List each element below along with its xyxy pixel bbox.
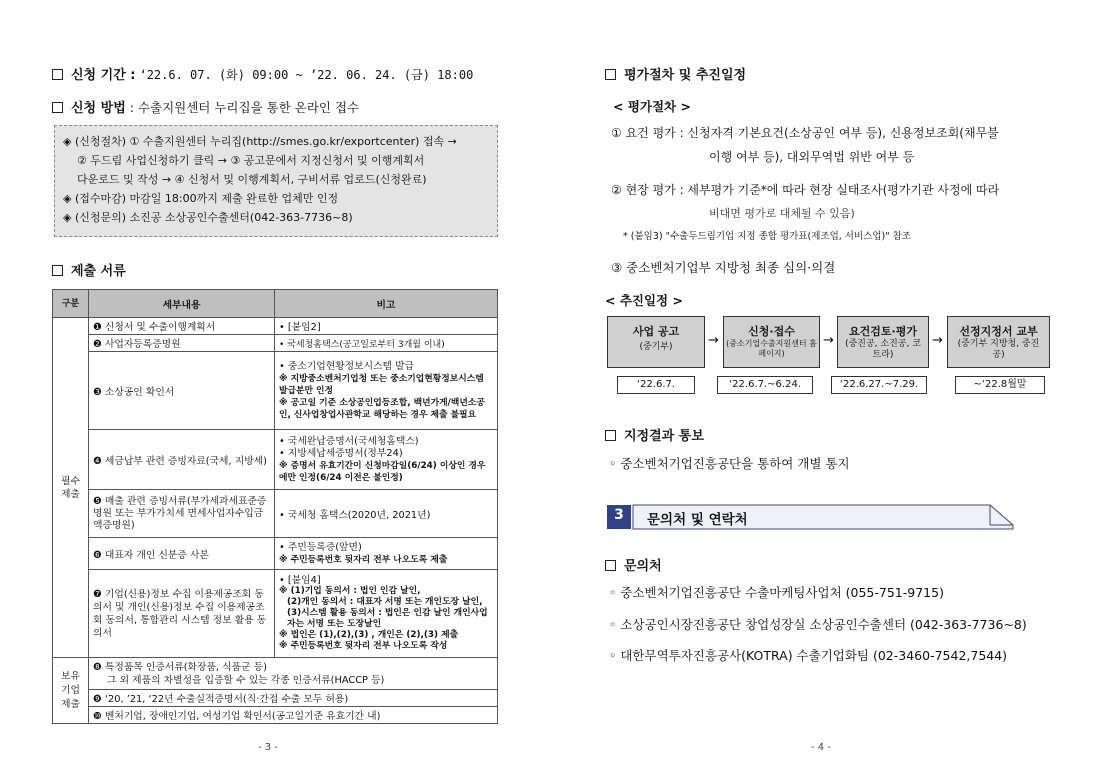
row-item-text: 그 외 제품의 차별성을 입증할 수 있는 각종 인증서류(HACCP 등) — [107, 674, 385, 686]
procedure-box — [54, 125, 498, 237]
square-bullet-icon — [605, 69, 616, 80]
box-line: ◈ (신청문의) 소진공 소상공인수출센터(042-363-7736~8) — [63, 211, 353, 224]
eval-heading — [605, 64, 746, 83]
flow-date: ‘22.6.7.~6.24. — [717, 376, 813, 394]
note-line: ※ 주민등록번호 뒷자리 전부 나오도록 제출 — [279, 554, 448, 565]
row-item: ❸ 소상공인 확인서 — [89, 352, 275, 430]
flow-step-4 — [947, 316, 1050, 368]
row-note: • 국세청 홈택스(2020년, 2021년) — [275, 490, 498, 538]
flow-sub: (중기부) — [639, 342, 673, 352]
method-label: 신청 방법 — [71, 101, 126, 116]
row-item: ❹ 세금납부 관련 증빙자료(국세, 지방세) — [89, 430, 275, 490]
table-row — [53, 430, 498, 490]
docs-title: 제출 서류 — [71, 264, 126, 279]
note-line: (2)개인 동의서 : 대표자 서명 또는 개인도장 날인, — [287, 597, 483, 607]
flow-sub: (중기부 지방청, 중진공) — [957, 339, 1040, 360]
arrow-right-icon: → — [708, 333, 719, 348]
application-period — [52, 64, 473, 83]
row-item: ❺ 매출 관련 증빙서류(부가세과세표준증명원 또는 부가가치세 면세사업자수입금액증명원) — [89, 490, 275, 538]
row-item: ❶ 신청서 및 수출이행계획서 — [89, 318, 275, 335]
note-line: ※ 증명서 유효기간이 신청마감일(6/24) 이상인 경우에만 인정(6/24 이전은 불인정) — [279, 460, 486, 483]
group-optional: 보유 기업 제출 — [53, 658, 89, 724]
row-item: ❾ ‘20, ’21, ‘22년 수출실적증명서(직·간접 수출 모두 허용) — [89, 690, 498, 707]
note-line: ※ 주민등록번호 뒷자리 전부 나오도록 작성 — [279, 641, 448, 651]
row-note — [275, 335, 498, 352]
row-note — [275, 352, 498, 430]
contact-line: ◦ 소상공인시장진흥공단 창업성장실 소상공인수출센터 (042-363-7736~8) — [609, 617, 1027, 632]
page-number: - 3 - — [258, 742, 278, 753]
table-row — [53, 490, 498, 538]
eval-note: * (붙임3) "수출두드림기업 지정 종합 평가표(제조업, 서비스업)" 참조 — [623, 231, 911, 242]
note-line: ※ 지방중소벤처기업청 또는 중소기업현황정보시스템 발급분만 인정 — [279, 373, 484, 396]
result-heading — [605, 425, 704, 444]
row-item: ❿ 벤처기업, 장애인기업, 여성기업 확인서(공고일기준 유효기간 내) — [89, 707, 498, 724]
arrow-right-icon: → — [823, 333, 834, 348]
flow-step-3 — [837, 316, 929, 368]
section-title: 문의처 및 연락처 — [647, 512, 748, 528]
row-item — [89, 658, 498, 690]
table-row — [53, 570, 498, 658]
row-note: • [붙임2] — [275, 318, 498, 335]
box-line: ② 두드림 사업신청하기 클릭 → ③ 공고문에서 지정신청서 및 이행계획서 — [77, 154, 425, 167]
note-line: (3)시스템 활용 동의서 : 법인은 인감 날인 개인사업자는 서명 또는 도장날인 — [287, 608, 488, 629]
table-row — [53, 318, 498, 335]
eval-subtitle: < 평가절차 > — [613, 99, 691, 114]
result-line: ◦ 중소벤처기업진흥공단을 통하여 개별 통지 — [609, 456, 850, 471]
header-detail: 세부내용 — [89, 290, 275, 318]
square-bullet-icon — [52, 69, 63, 80]
row-note — [275, 570, 498, 658]
row-note — [275, 538, 498, 570]
schedule-subtitle: < 추진일정 > — [605, 293, 683, 308]
header-remark: 비고 — [275, 290, 498, 318]
eval-title: 평가절차 및 추진일정 — [624, 68, 747, 83]
row-item: ❻ 대표자 개인 신분증 사본 — [89, 538, 275, 570]
contact-heading — [605, 555, 662, 574]
note-line: ※ (1)기업 동의서 : 법인 인감 날인, — [279, 586, 421, 596]
left-page — [52, 0, 498, 778]
application-method — [52, 97, 359, 116]
note-line: • 국세청홈택스(공고일로부터 3개월 이내) — [279, 339, 445, 350]
contact-title: 문의처 — [624, 559, 662, 574]
square-bullet-icon — [605, 560, 616, 571]
flow-sub: (중진공, 소진공, 코트라) — [845, 339, 921, 360]
eval-step-2: ② 현장 평가 : 세부평가 기준*에 따라 현장 실태조사(평가기관 사정에 따라 — [611, 183, 1000, 197]
method-value: : 수출지원센터 누리집을 통한 온라인 접수 — [129, 100, 360, 115]
right-page — [605, 0, 1055, 778]
section-3-bar — [605, 503, 1015, 531]
eval-step-3: ③ 중소벤처기업부 지방청 최종 심의·의결 — [611, 260, 836, 275]
eval-step-1-cont: 이행 여부 등), 대외무역법 위반 여부 등 — [709, 150, 915, 164]
note-line: • 중소기업현황정보시스템 발급 — [279, 360, 415, 372]
flow-title: 선정지정서 교부 — [959, 325, 1038, 338]
table-row — [53, 707, 498, 724]
table-row — [53, 658, 498, 690]
arrow-right-icon: → — [932, 333, 943, 348]
table-row — [53, 352, 498, 430]
period-label: 신청 기간 : — [71, 68, 136, 83]
group-required: 필수 제출 — [53, 318, 89, 658]
table-row — [53, 335, 498, 352]
note-line: • 지방세납세증명서(정부24) — [279, 447, 403, 459]
row-item-text: ❽ 특정품목 인증서류(화장품, 식품군 등) — [93, 661, 267, 673]
flow-title: 사업 공고 — [632, 325, 680, 338]
flow-date: ‘22.6.7. — [617, 376, 695, 394]
page-number: - 4 - — [811, 742, 831, 753]
row-item: ❼ 기업(신용)정보 수집 이용제공조회 동의서 및 개인(신용)정보 수집 이용제공조회 동의서, 통합관리 시스템 정보 활용 동의서 — [89, 570, 275, 658]
table-row — [53, 690, 498, 707]
flow-date: ‘22.6.27.~7.29. — [831, 376, 927, 394]
note-line: • [붙임4] — [279, 575, 321, 586]
box-line: ◈ (접수마감) 마감일 18:00까지 제출 완료한 업체만 인정 — [63, 192, 339, 205]
box-line: ◈ (신청절차) ① 수출지원센터 누리집(http://smes.go.kr/exportcenter) 접속 → — [63, 135, 457, 148]
table-header-row — [53, 290, 498, 318]
flow-date: ~‘22.8월말 — [955, 376, 1045, 394]
note-line: • 국세완납증명서(국세청홈택스) — [279, 435, 419, 447]
note-line: • 주민등록증(앞면) — [279, 541, 362, 553]
flow-step-1 — [607, 316, 705, 368]
contact-line: ◦ 대한무역투자진흥공사(KOTRA) 수출기업화팀 (02-3460-7542,7544) — [609, 648, 1008, 663]
result-title: 지정결과 통보 — [624, 429, 704, 444]
box-line: 다운로드 및 작성 → ④ 신청서 및 이행계획서, 구비서류 업로드(신청완료) — [77, 173, 427, 186]
section-number: 3 — [614, 507, 624, 523]
note-line: ※ 법인은 (1),(2),(3) , 개인은 (2),(3) 제출 — [279, 630, 459, 640]
flow-title: 요건검토·평가 — [849, 325, 917, 338]
flow-step-2 — [723, 316, 820, 368]
flow-title: 신청·접수 — [748, 325, 795, 338]
period-value: ‘22.6. 07. (화) 09:00 ~ ’22. 06. 24. (금) 18:00 — [139, 68, 474, 82]
row-note — [275, 430, 498, 490]
eval-step-2-cont: 비대면 평가로 대체될 수 있음) — [709, 207, 855, 220]
header-category: 구분 — [53, 290, 89, 318]
note-line: ※ 공고일 기준 소상공인업등조합, 백년가게/백년소공인, 신사업창업사관학교 해당하는 경우 제출 불필요 — [279, 397, 485, 420]
table-row — [53, 538, 498, 570]
docs-heading — [52, 260, 126, 279]
square-bullet-icon — [52, 102, 63, 113]
square-bullet-icon — [605, 430, 616, 441]
square-bullet-icon — [52, 265, 63, 276]
row-item: ❷ 사업자등록증명원 — [89, 335, 275, 352]
flow-sub: (중소기업수출지원센터 홈페이지) — [726, 339, 817, 358]
documents-table — [52, 289, 498, 724]
eval-step-1: ① 요건 평가 : 신청자격 기본요건(소상공인 여부 등), 신용정보조회(채무불 — [611, 126, 999, 140]
contact-line: ◦ 중소벤처기업진흥공단 수출마케팅사업처 (055-751-9715) — [609, 585, 944, 600]
